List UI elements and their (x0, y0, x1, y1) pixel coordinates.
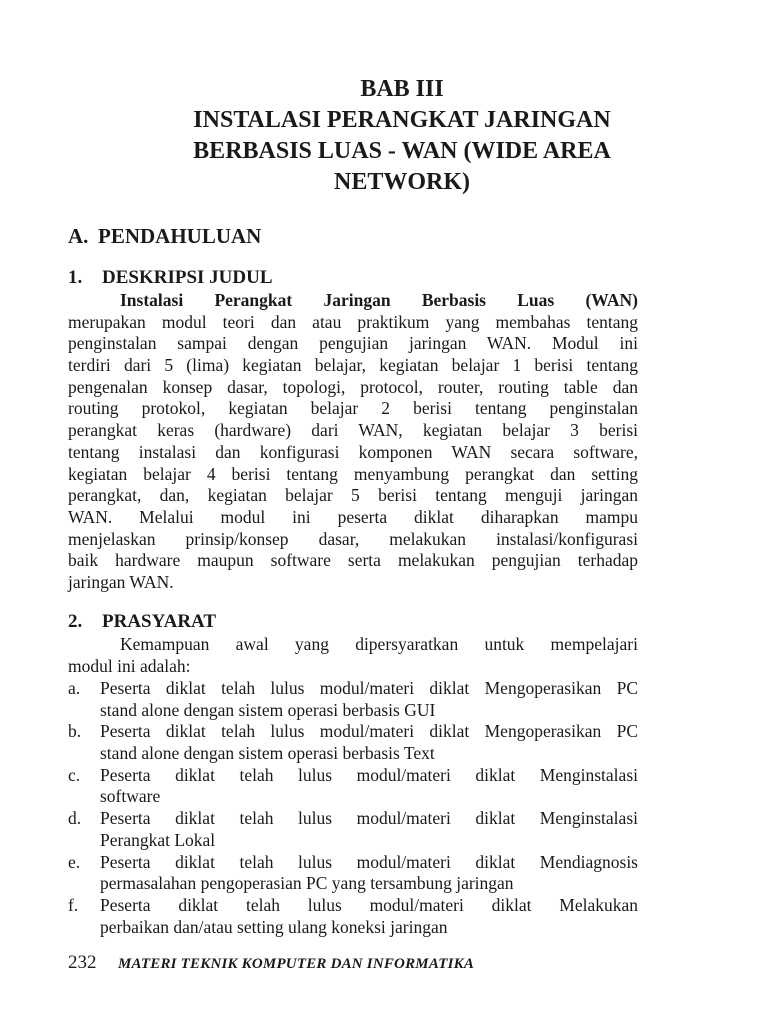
list-marker: f. (68, 894, 79, 915)
bold-word: Berbasis (421, 290, 486, 310)
paragraph-line: perangkat keras (hardware) dari WAN, kegiatan belajar 3 berisi (68, 420, 638, 441)
page-footer (68, 952, 474, 974)
bold-word: Jaringan (323, 290, 391, 310)
list-marker: b. (68, 721, 82, 742)
list-item-line: permasalahan pengoperasian PC yang tersambung jaringan (100, 873, 514, 894)
bold-word: Perangkat (214, 290, 293, 310)
list-item-line: stand alone dengan sistem operasi berbasis GUI (100, 699, 436, 720)
subheading-number: 2. (68, 611, 83, 632)
chapter-title (68, 74, 736, 198)
paragraph-line: terdiri dari 5 (lima) kegiatan belajar, kegiatan belajar 1 berisi tentang (68, 355, 638, 376)
chapter-title-line-2: INSTALASI PERANGKAT JARINGAN (193, 107, 611, 133)
subheading-prasyarat (68, 610, 216, 634)
paragraph-line: penginstalan sampai dengan pengujian jaringan WAN. Modul ini (68, 333, 638, 354)
paragraph-bold-lead (68, 290, 638, 312)
bold-word: Instalasi (120, 290, 184, 310)
paragraph-line: merupakan modul teori dan atau praktikum yang membahas tentang (68, 311, 638, 332)
list-item-line: Peserta diklat telah lulus modul/materi diklat Menginstalasi (100, 764, 638, 785)
section-title: PENDAHULUAN (98, 224, 262, 248)
paragraph-line: jaringan WAN. (68, 571, 174, 592)
subheading-number: 1. (68, 267, 83, 288)
paragraph-line: kegiatan belajar 4 berisi tentang menyambung perangkat dan setting (68, 463, 638, 484)
subheading-title: PRASYARAT (102, 611, 217, 632)
subheading-title: DESKRIPSI JUDUL (102, 267, 273, 288)
list-item (68, 721, 638, 764)
paragraph-line: modul ini adalah: (68, 655, 191, 676)
list-item (68, 895, 638, 938)
list-item (68, 678, 638, 721)
paragraph-line: WAN. Melalui modul ini peserta diklat diharapkan mampu (68, 506, 638, 527)
paragraph-line: routing protokol, kegiatan belajar 2 berisi tentang penginstalan (68, 398, 638, 419)
paragraph-line: Kemampuan awal yang dipersyaratkan untuk mempelajari (120, 634, 638, 654)
section-heading (68, 222, 261, 250)
running-title: MATERI TEKNIK KOMPUTER DAN INFORMATIKA (118, 956, 475, 972)
list-item (68, 852, 638, 895)
paragraph-line: baik hardware maupun software serta melakukan pengujian terhadap (68, 550, 638, 571)
paragraph-line: tentang instalasi dan konfigurasi komponen WAN secara software, (68, 441, 638, 462)
list-marker: c. (68, 764, 81, 785)
section-letter: A. (68, 224, 89, 248)
list-item-line: perbaikan dan/atau setting ulang koneksi jaringan (100, 916, 448, 937)
paragraph-line: perangkat, dan, kegiatan belajar 5 berisi tentang menguji jaringan (68, 485, 638, 506)
list-item-line: Peserta diklat telah lulus modul/materi diklat Mengoperasikan PC (100, 721, 638, 742)
paragraph-line: pengenalan konsep dasar, topologi, protocol, router, routing table dan (68, 376, 638, 397)
list-item-line: Perangkat Lokal (100, 829, 216, 850)
list-marker: a. (68, 678, 81, 698)
list-item-line: Peserta diklat telah lulus modul/materi diklat Mengoperasikan PC (100, 678, 638, 698)
list-item (68, 808, 638, 851)
list-marker: e. (68, 851, 81, 872)
list-item-line: Peserta diklat telah lulus modul/materi diklat Mendiagnosis (100, 851, 638, 872)
deskripsi-paragraph (68, 290, 638, 594)
paragraph-line: menjelaskan prinsip/konsep dasar, melakukan instalasi/konfigurasi (68, 528, 638, 549)
bold-word: (WAN) (585, 290, 638, 310)
list-item (68, 765, 638, 808)
subheading-deskripsi (68, 266, 273, 290)
chapter-title-line-1: BAB III (360, 76, 444, 102)
chapter-title-line-3: BERBASIS LUAS - WAN (WIDE AREA (193, 138, 611, 164)
list-item-line: stand alone dengan sistem operasi berbasis Text (100, 743, 435, 764)
list-marker: d. (68, 808, 82, 829)
list-item-line: Peserta diklat telah lulus modul/materi diklat Melakukan (100, 894, 638, 915)
prasyarat-intro (68, 634, 638, 677)
list-item-line: software (100, 786, 161, 807)
chapter-title-line-4: NETWORK) (333, 169, 470, 195)
page-number: 232 (68, 952, 97, 973)
bold-word: Luas (517, 290, 555, 310)
prasyarat-list (68, 678, 638, 938)
list-item-line: Peserta diklat telah lulus modul/materi diklat Menginstalasi (100, 808, 638, 829)
